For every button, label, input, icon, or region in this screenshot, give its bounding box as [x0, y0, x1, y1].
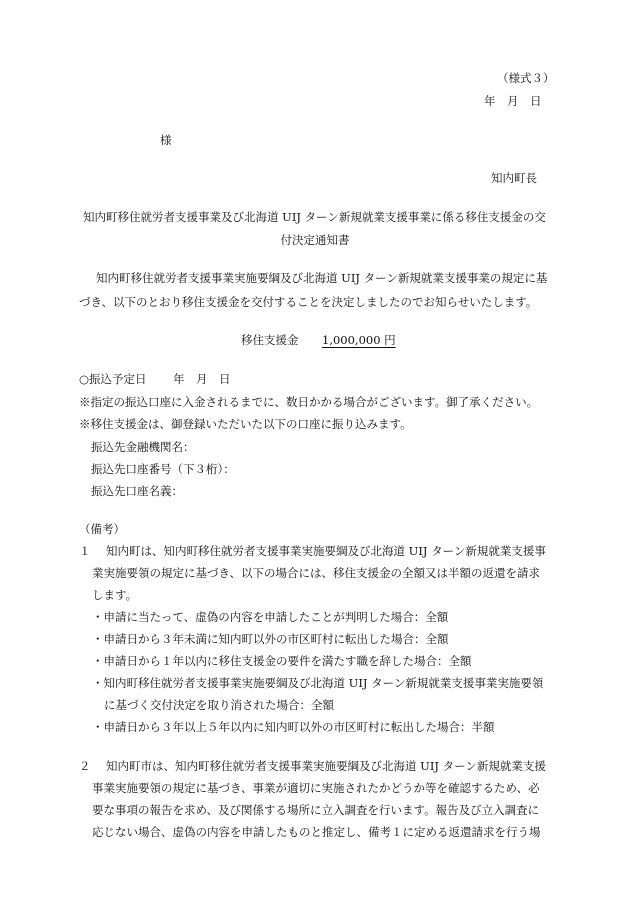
remark1-bullet: ・申請日から３年未満に知内町以外の市区町村に転出した場合：全額 [92, 632, 449, 646]
intro-line2: づき、以下のとおり移住支援金を交付することを決定しましたのでお知らせいたします。 [79, 295, 538, 309]
remark2-number: ２ [79, 759, 91, 773]
remark1-bullet: ・申請日から１年以内に移住支援金の要件を満たす職を辞した場合：全額 [92, 654, 472, 668]
addressee-suffix: 様 [160, 133, 172, 147]
document-title-line1: 知内町移住就労者支援事業及び北海道 UIJ ターン新規就業支援事業に係る移住支援金の交 [83, 210, 546, 224]
remark2-line1: 知内町市は、知内町移住就労者支援事業実施要綱及び北海道 UIJ ターン新規就業支援 [106, 759, 546, 773]
date-line: 年 月 日 [484, 94, 542, 108]
intro-line1: 知内町移住就労者支援事業実施要綱及び北海道 UIJ ターン新規就業支援事業の規定に基 [96, 271, 548, 285]
remark2-line3: 要な事項の報告を求め、及び関係する場所に立入調査を行います。報告及び立入調査に [92, 803, 540, 817]
remark1-line2: 業実施要領の規定に基づき、以下の場合には、移住支援金の全額又は半額の返還を請求 [92, 566, 541, 580]
remark1-bullet-continuation: に基づく交付決定を取り消された場合：全額 [104, 698, 334, 712]
transfer-note2: ※移住支援金は、御登録いただいた以下の口座に振り込みます。 [79, 417, 412, 431]
remark2-line2: 事業実施要領の規定に基づき、事業が適切に実施されたかどうか等を確認するため、必 [92, 781, 540, 795]
transfer-note1: ※指定の振込口座に入金されるまでに、数日かかる場合がございます。御了承ください。 [79, 395, 539, 409]
form-number: （様式３） [497, 71, 555, 85]
bank-name-label: 振込先金融機関名： [91, 440, 195, 454]
remark2-line4: 応じない場合、虚偽の内容を申請したものと推定し、備考１に定める返還請求を行う場 [92, 825, 541, 839]
remark1-bullet: ・知内町移住就労者支援事業実施要綱及び北海道 UIJ ターン新規就業支援事業実施要領 [92, 676, 544, 690]
remark1-line3: します。 [92, 588, 138, 602]
amount-label: 移住支援金 [241, 333, 299, 347]
account-name-label: 振込先口座名義： [91, 484, 183, 498]
remark1-number: １ [79, 544, 91, 558]
issuer-name: 知内町長 [491, 171, 537, 185]
document-title-line2: 付決定通知書 [280, 233, 350, 247]
remark1-bullet: ・申請日から３年以上５年以内に知内町以外の市区町村に転出した場合：半額 [92, 720, 495, 734]
transfer-date-blank: 年 月 日 [173, 372, 231, 386]
remark1-bullet: ・申請に当たって、虚偽の内容を申請したことが判明した場合：全額 [92, 610, 449, 624]
transfer-date-label: ○振込予定日 [79, 372, 147, 386]
amount-value: 1,000,000 円 [322, 333, 396, 347]
remark1-line1: 知内町は、知内町移住就労者支援事業実施要綱及び北海道 UIJ ターン新規就業支援事 [106, 544, 546, 558]
account-number-label: 振込先口座番号（下３桁）： [91, 462, 235, 476]
remarks-heading: （備考） [79, 522, 125, 536]
